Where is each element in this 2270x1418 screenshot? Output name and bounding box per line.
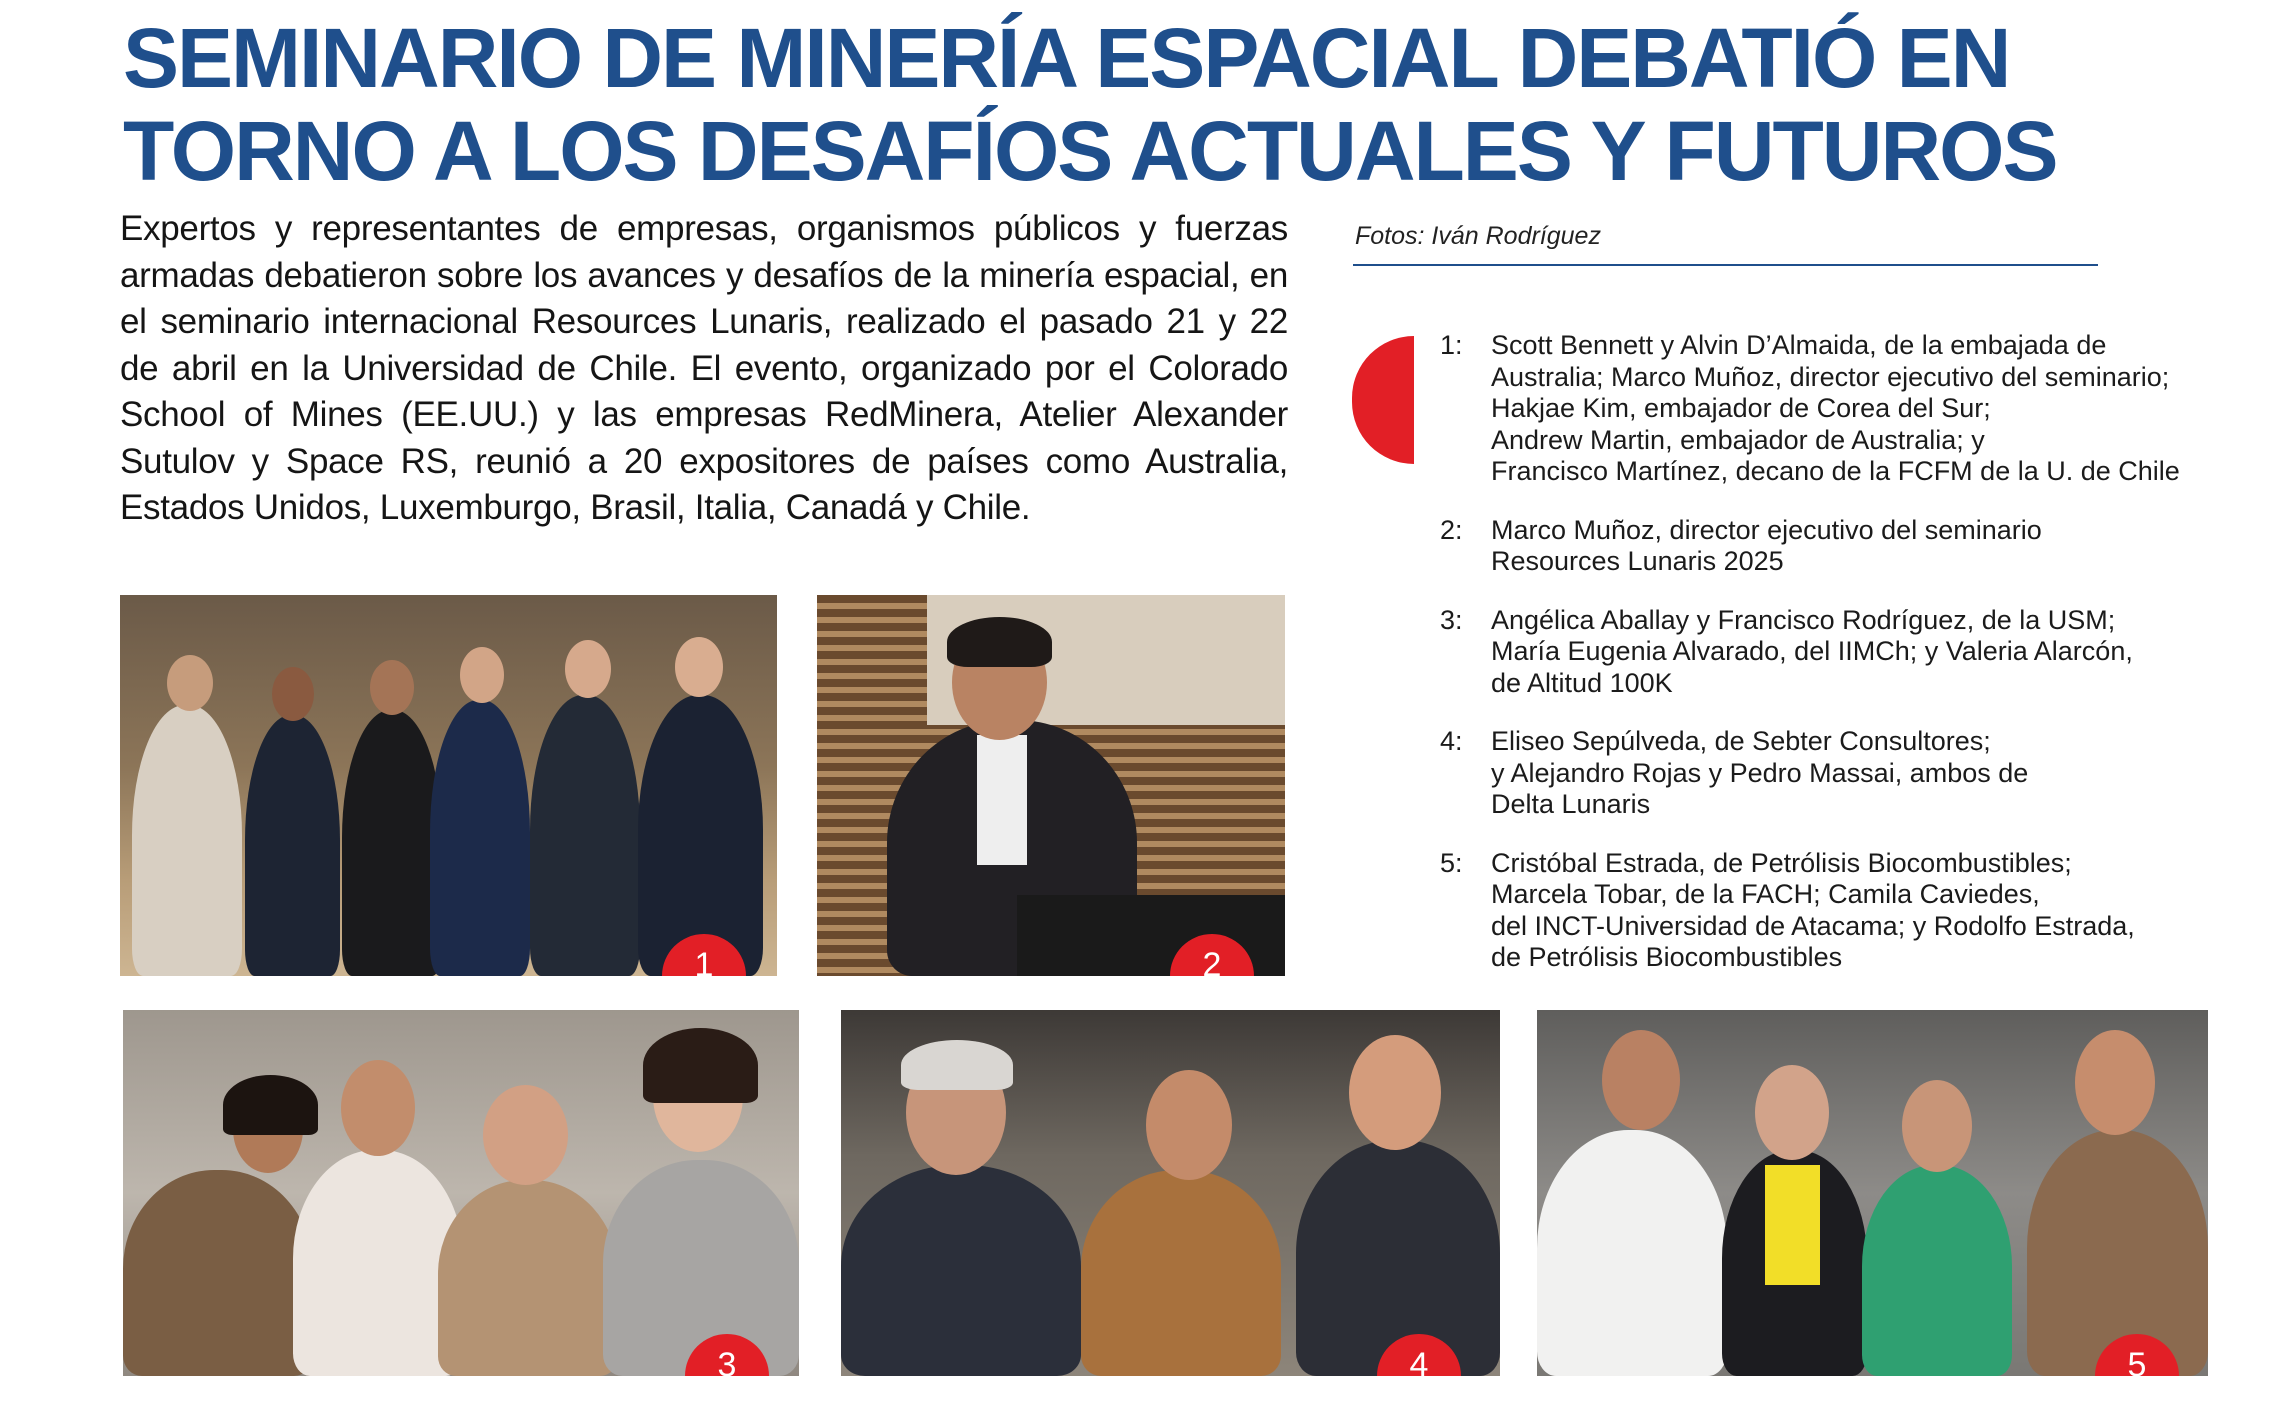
caption-item (1440, 726, 2230, 821)
article-title (123, 12, 2123, 198)
photo-2-image (817, 595, 1285, 976)
caption-text: Eliseo Sepúlveda, de Sebter Consultores; y Alejandro Rojas y Pedro Massai, ambos de Delta Lunaris (1491, 726, 2029, 819)
photo-3-image (123, 1010, 799, 1376)
caption-number: 4: (1440, 726, 1463, 756)
caption-text: Cristóbal Estrada, de Petrólisis Biocombustibles; Marcela Tobar, de la FACH; Camila Caviedes, del INCT-Universidad de Atacama; y Rodolfo Estrada, de Petrólisis Biocombustibles (1491, 847, 2135, 972)
caption-number: 5: (1440, 847, 1463, 878)
photo-credit: Fotos: Iván Rodríguez (1355, 222, 1601, 250)
credit-divider (1353, 264, 2098, 266)
photo-2 (817, 595, 1285, 976)
photo-5-image (1537, 1010, 2208, 1376)
red-half-circle-decoration (1352, 336, 1414, 464)
photo-4-image (841, 1010, 1500, 1376)
photo-1-image (120, 595, 777, 976)
caption-item (1440, 848, 2230, 974)
caption-number: 3: (1440, 604, 1463, 635)
caption-item (1440, 515, 2230, 578)
photo-captions-list (1440, 330, 2230, 1001)
caption-item (1440, 605, 2230, 700)
caption-text: Marco Muñoz, director ejecutivo del seminario Resources Lunaris 2025 (1491, 514, 2042, 576)
photo-2-number-badge: 2 (1170, 934, 1254, 976)
photo-4 (841, 1010, 1500, 1376)
photo-3 (123, 1010, 799, 1376)
photo-5-number-badge: 5 (2095, 1334, 2179, 1376)
caption-number: 1: (1440, 330, 1463, 360)
article-title-line-1: SEMINARIO DE MINERÍA ESPACIAL DEBATIÓ EN (123, 11, 2010, 105)
photo-4-number-badge: 4 (1377, 1334, 1461, 1376)
photo-5 (1537, 1010, 2208, 1376)
caption-item (1440, 330, 2230, 488)
caption-number: 2: (1440, 514, 1463, 545)
article-title-line-2: TORNO A LOS DESAFÍOS ACTUALES Y FUTUROS (123, 104, 2057, 198)
photo-1 (120, 595, 777, 976)
caption-text: Angélica Aballay y Francisco Rodríguez, de la USM; María Eugenia Alvarado, del IIMCh; y Valeria Alarcón, de Altitud 100K (1491, 604, 2133, 698)
caption-text: Scott Bennett y Alvin D’Almaida, de la embajada de Australia; Marco Muñoz, director ejecutivo del seminario; Hakjae Kim, embajador de Corea del Sur; Andrew Martin, embajador de Australia; y Francisco Martínez, decano de la FCFM de la U. de Chile (1491, 330, 2180, 486)
article-intro: Expertos y representantes de empresas, organismos públicos y fuerzas armadas debatieron sobre los avances y desafíos de la minería espacial, en el seminario internacional Resources Lunaris, realizado el pasado 21 y 22 de abril en la Universidad de Chile. El evento, organizado por el Colorado School of Mines (EE.UU.) y las empresas RedMinera, Atelier Alexander Sutulov y Space RS, reunió a 20 expositores de países como Australia, Estados Unidos, Luxemburgo, Brasil, Italia, Canadá y Chile. (120, 209, 1288, 527)
photo-1-number-badge: 1 (662, 934, 746, 976)
photo-3-number-badge: 3 (685, 1334, 769, 1376)
